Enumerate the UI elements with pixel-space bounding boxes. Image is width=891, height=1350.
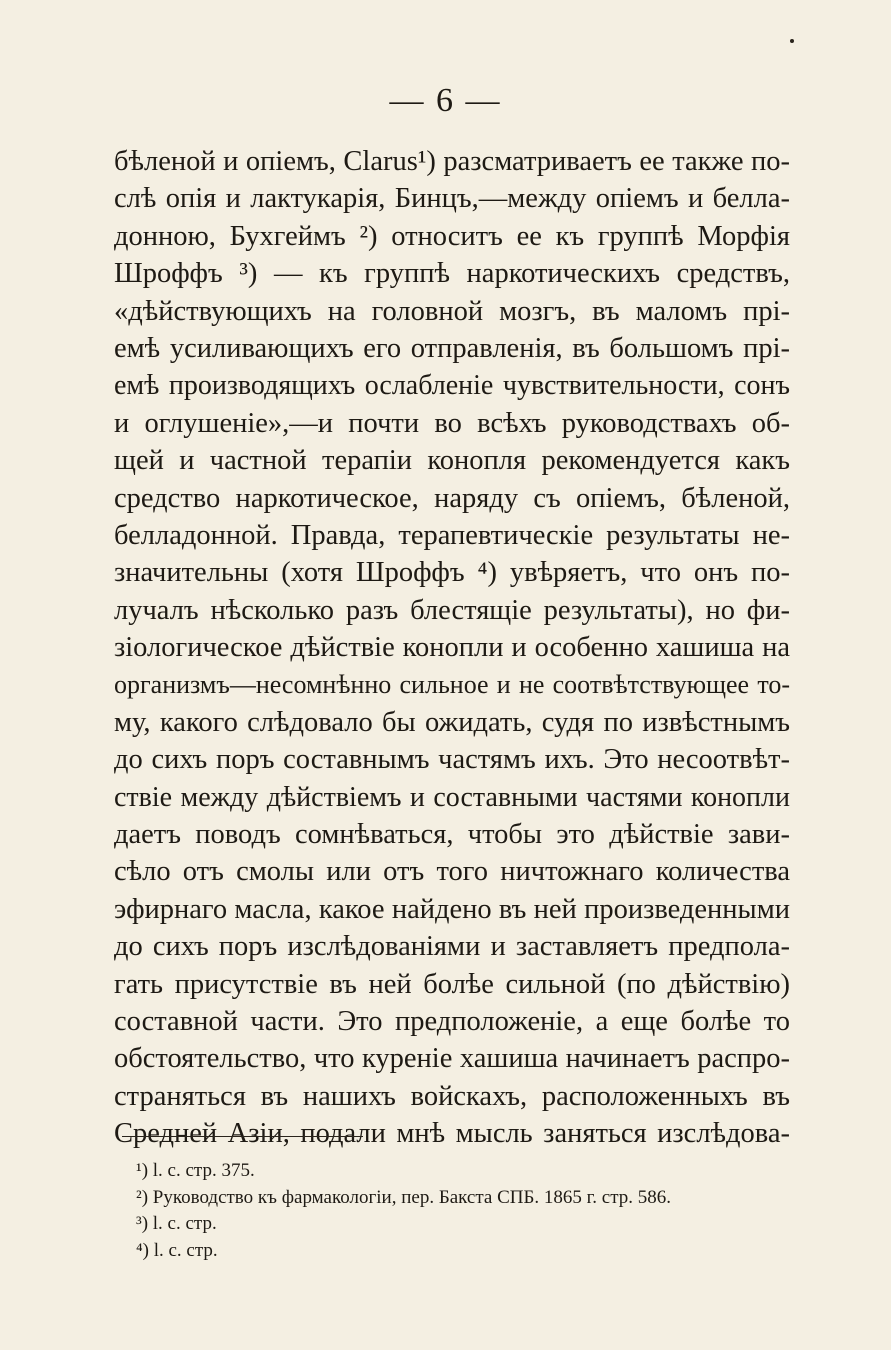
text-line: лучалъ нѣсколько разъ блестящіе результаты), но фи-	[114, 594, 790, 626]
footnote: ⁴) l. c. стр.	[136, 1239, 218, 1261]
text-line: щей и частной терапіи конопля рекомендуется какъ	[114, 445, 790, 477]
text-line: организмъ—несомнѣнно сильное и не соотвѣтствующее то-	[114, 670, 790, 700]
text-line: значительны (хотя Шроффъ ⁴) увѣряетъ, что онъ по-	[114, 557, 790, 589]
text-line: Средней Азіи, подали мнѣ мысль заняться изслѣдова-	[114, 1118, 790, 1150]
text-line: гать присутствіе въ ней болѣе сильной (по дѣйствію)	[114, 968, 790, 1000]
footnote: ²) Руководство къ фармакологіи, пер. Бакста СПБ. 1865 г. стр. 586.	[136, 1186, 671, 1208]
text-line: эфирнаго масла, какое найдено въ ней произведенными	[114, 893, 790, 925]
text-line: Шроффъ ³) — къ группѣ наркотическихъ средствъ,	[114, 258, 790, 290]
footnotes-block	[136, 1158, 790, 1264]
page-number: — 6 —	[389, 82, 502, 119]
text-line: бѣленой и опіемъ, Clarus¹) разсматриваетъ ее также по-	[114, 146, 790, 177]
text-line: даетъ поводъ сомнѣваться, чтобы это дѣйствіе зави-	[114, 819, 790, 851]
text-line: составной части. Это предположеніе, а еще болѣе то	[114, 1005, 790, 1037]
text-line: белладонной. Правда, терапевтическіе результаты не-	[114, 519, 790, 551]
text-line: страняться въ нашихъ войскахъ, расположенныхъ въ	[114, 1080, 790, 1112]
text-line: сѣло отъ смолы или отъ того ничтожнаго количества	[114, 856, 790, 888]
text-line: «дѣйствующихъ на головной мозгъ, въ маломъ прі-	[114, 295, 790, 327]
footnote-divider	[122, 1136, 363, 1137]
text-line: донною, Бухгеймъ ²) относитъ ее къ группѣ Морфія	[114, 220, 790, 252]
text-line: до сихъ поръ составнымъ частямъ ихъ. Это несоотвѣт-	[114, 744, 790, 776]
text-line: средство наркотическое, наряду съ опіемъ, бѣленой,	[114, 482, 790, 514]
footnote: ¹) l. c. стр. 375.	[136, 1160, 255, 1181]
text-line: до сихъ поръ изслѣдованіями и заставляетъ предпола-	[114, 931, 790, 963]
text-line: му, какого слѣдовало бы ожидать, судя по извѣстнымъ	[114, 706, 790, 738]
footnote: ³) l. c. стр.	[136, 1213, 217, 1234]
ink-speck	[790, 39, 794, 43]
text-line: слѣ опія и лактукарія, Бинцъ,—между опіемъ и белла-	[114, 183, 790, 215]
text-line: обстоятельство, что куреніе хашиша начинаетъ распро-	[114, 1043, 790, 1075]
text-line: и оглушеніе»,—и почти во всѣхъ руководствахъ об-	[114, 407, 790, 439]
main-text-block	[114, 143, 790, 1153]
text-line: емѣ усиливающихъ его отправленія, въ большомъ прі-	[114, 332, 790, 364]
text-line: ствіе между дѣйствіемъ и составными частями конопли	[114, 781, 790, 813]
text-line: зіологическое дѣйствіе конопли и особенно хашиша на	[114, 632, 790, 664]
text-line: емѣ производящихъ ослабленіе чувствительности, сонъ	[114, 370, 790, 402]
